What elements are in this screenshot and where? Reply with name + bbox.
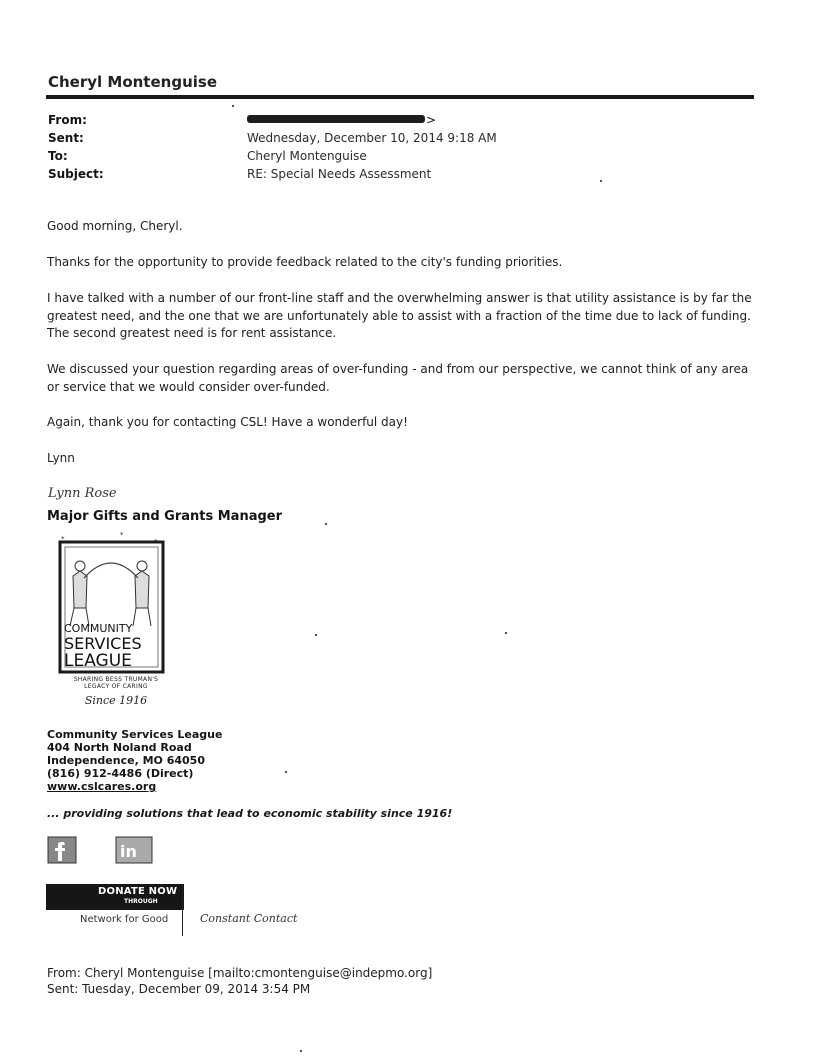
from-value-tail: > <box>426 113 437 127</box>
svg-text:*: * <box>61 535 65 543</box>
logo-caption-line-1: SHARING BESS TRUMAN'S <box>73 676 159 683</box>
website-link[interactable]: www.cslcares.org <box>47 780 157 793</box>
signature-title: Major Gifts and Grants Manager <box>47 509 283 524</box>
forwarded-sent: Sent: Tuesday, December 09, 2014 3:54 PM <box>47 982 311 996</box>
logo-caption <box>60 676 172 690</box>
logo-since: Since 1916 <box>84 694 148 707</box>
greeting: Good morning, Cheryl. <box>47 219 183 233</box>
logo-caption-line-2: LEGACY OF CARING <box>84 683 148 690</box>
handwritten-signature: Lynn Rose <box>48 486 117 501</box>
closing-name: Lynn <box>47 451 75 465</box>
redacted-email <box>247 115 425 123</box>
sender-name: Cheryl Montenguise <box>48 73 217 91</box>
from-label: From: <box>48 113 87 127</box>
scan-speck <box>600 180 602 182</box>
header-divider <box>46 95 754 99</box>
scan-speck <box>505 632 507 634</box>
address-line-2: Independence, MO 64050 <box>47 754 205 767</box>
address-line-1: 404 North Noland Road <box>47 741 192 754</box>
svg-text:*: * <box>154 538 158 546</box>
sent-value: Wednesday, December 10, 2014 9:18 AM <box>247 131 497 145</box>
scan-speck <box>285 771 287 773</box>
donate-now-button[interactable] <box>46 884 184 910</box>
constant-contact-logo[interactable]: Constant Contact <box>200 912 298 925</box>
paragraph-3: We discussed your question regarding areas of over-funding - and from our perspective, we cannot think of any area or service that we would consider over-funded. <box>47 362 749 394</box>
paragraph-2: I have talked with a number of our front-line staff and the overwhelming answer is that utility assistance is by far the greatest need, and the one that we are unfortunately able to assist with a fraction of the time due to lack of funding. The second greatest need is for rent assistance. <box>47 291 752 340</box>
paragraph-4: Again, thank you for contacting CSL! Have a wonderful day! <box>47 415 408 429</box>
network-for-good-label: Network for Good <box>80 914 169 925</box>
svg-text:*: * <box>120 531 124 539</box>
donate-label: DONATE NOW <box>98 886 178 897</box>
logo-line-league: LEAGUE <box>64 651 132 671</box>
scan-speck <box>325 523 327 525</box>
scan-speck <box>315 634 317 636</box>
logo-line-services: SERVICES <box>64 634 142 653</box>
to-value: Cheryl Montenguise <box>247 149 367 163</box>
phone-number: (816) 912-4486 (Direct) <box>47 767 194 780</box>
forwarded-from: From: Cheryl Montenguise [mailto:cmontenguise@indepmo.org] <box>47 966 433 980</box>
subject-label: Subject: <box>48 167 104 181</box>
scan-speck <box>232 105 234 107</box>
sent-label: Sent: <box>48 131 84 145</box>
linkedin-icon[interactable] <box>96 836 156 864</box>
scan-speck <box>300 1050 302 1052</box>
tagline: ... providing solutions that lead to economic stability since 1916! <box>47 807 453 820</box>
facebook-icon[interactable] <box>47 836 77 864</box>
paragraph-1: Thanks for the opportunity to provide feedback related to the city's funding priorities. <box>47 255 563 269</box>
to-label: To: <box>48 149 68 163</box>
donate-sublabel: THROUGH <box>124 898 158 905</box>
svg-text:in: in <box>120 842 137 861</box>
org-name: Community Services League <box>47 728 223 741</box>
donate-divider <box>182 884 183 936</box>
logo-line-community: COMMUNITY <box>64 622 133 635</box>
subject-value: RE: Special Needs Assessment <box>247 167 432 181</box>
